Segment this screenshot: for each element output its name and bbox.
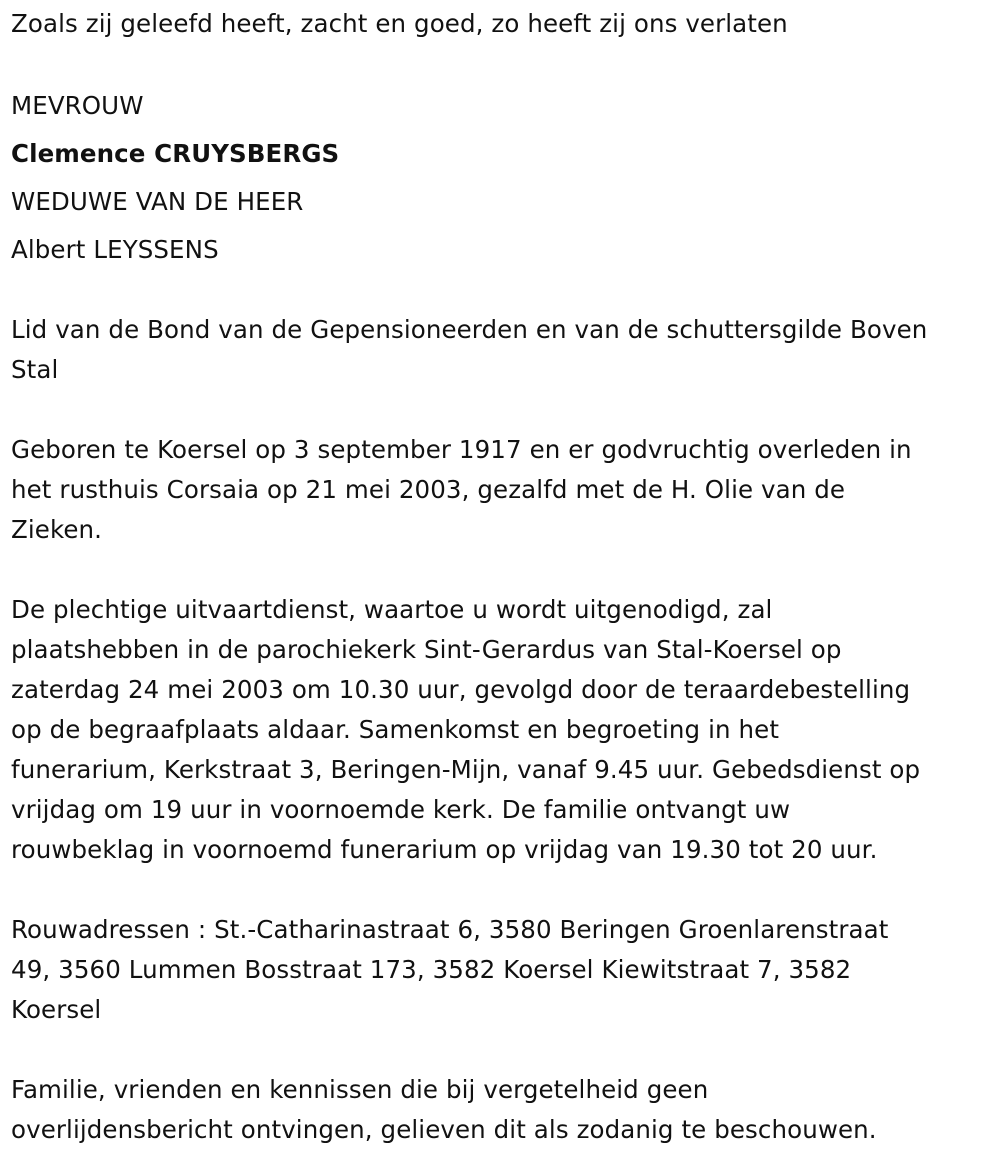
relation-text: WEDUWE VAN DE HEER: [11, 187, 304, 216]
paragraph-line: Lid van de Bond van de Gepensioneerden en van de schuttersgilde Boven: [11, 315, 928, 344]
paragraph-line: Stal: [11, 355, 59, 384]
paragraph-line: rouwbeklag in voornoemd funerarium op vrijdag van 19.30 tot 20 uur.: [11, 835, 878, 864]
paragraph-line: plaatshebben in de parochiekerk Sint-Gerardus van Stal-Koersel op: [11, 635, 842, 664]
paragraph-line: 49, 3560 Lummen Bosstraat 173, 3582 Koersel Kiewitstraat 7, 3582: [11, 955, 852, 984]
deceased-name: Clemence CRUYSBERGS: [11, 139, 340, 168]
paragraph-line: De plechtige uitvaartdienst, waartoe u wordt uitgenodigd, zal: [11, 595, 773, 624]
paragraph-line: het rusthuis Corsaia op 21 mei 2003, gezalfd met de H. Olie van de: [11, 475, 846, 504]
closing-paragraph: [11, 1070, 993, 1150]
title-prefix: MEVROUW: [11, 91, 144, 120]
paragraph-line: zaterdag 24 mei 2003 om 10.30 uur, gevolgd door de teraardebestelling: [11, 675, 911, 704]
funeral-paragraph: [11, 590, 993, 870]
addresses-paragraph: [11, 910, 993, 1030]
motto: Zoals zij geleefd heeft, zacht en goed, zo heeft zij ons verlaten: [11, 9, 788, 38]
paragraph-line: Familie, vrienden en kennissen die bij vergetelheid geen: [11, 1075, 709, 1104]
paragraph-line: Koersel: [11, 995, 102, 1024]
paragraph-line: Rouwadressen : St.-Catharinastraat 6, 3580 Beringen Groenlarenstraat: [11, 915, 889, 944]
paragraph-line: op de begraafplaats aldaar. Samenkomst en begroeting in het: [11, 715, 780, 744]
paragraph-line: overlijdensbericht ontvingen, gelieven dit als zodanig te beschouwen.: [11, 1115, 877, 1144]
paragraph-line: funerarium, Kerkstraat 3, Beringen-Mijn, vanaf 9.45 uur. Gebedsdienst op: [11, 755, 921, 784]
membership-paragraph: [11, 310, 993, 390]
paragraph-line: Zieken.: [11, 515, 103, 544]
paragraph-line: Geboren te Koersel op 3 september 1917 en er godvruchtig overleden in: [11, 435, 912, 464]
paragraph-line: vrijdag om 19 uur in voornoemde kerk. De familie ontvangt uw: [11, 795, 791, 824]
birth-death-paragraph: [11, 430, 993, 550]
spouse-name: Albert LEYSSENS: [11, 235, 219, 264]
